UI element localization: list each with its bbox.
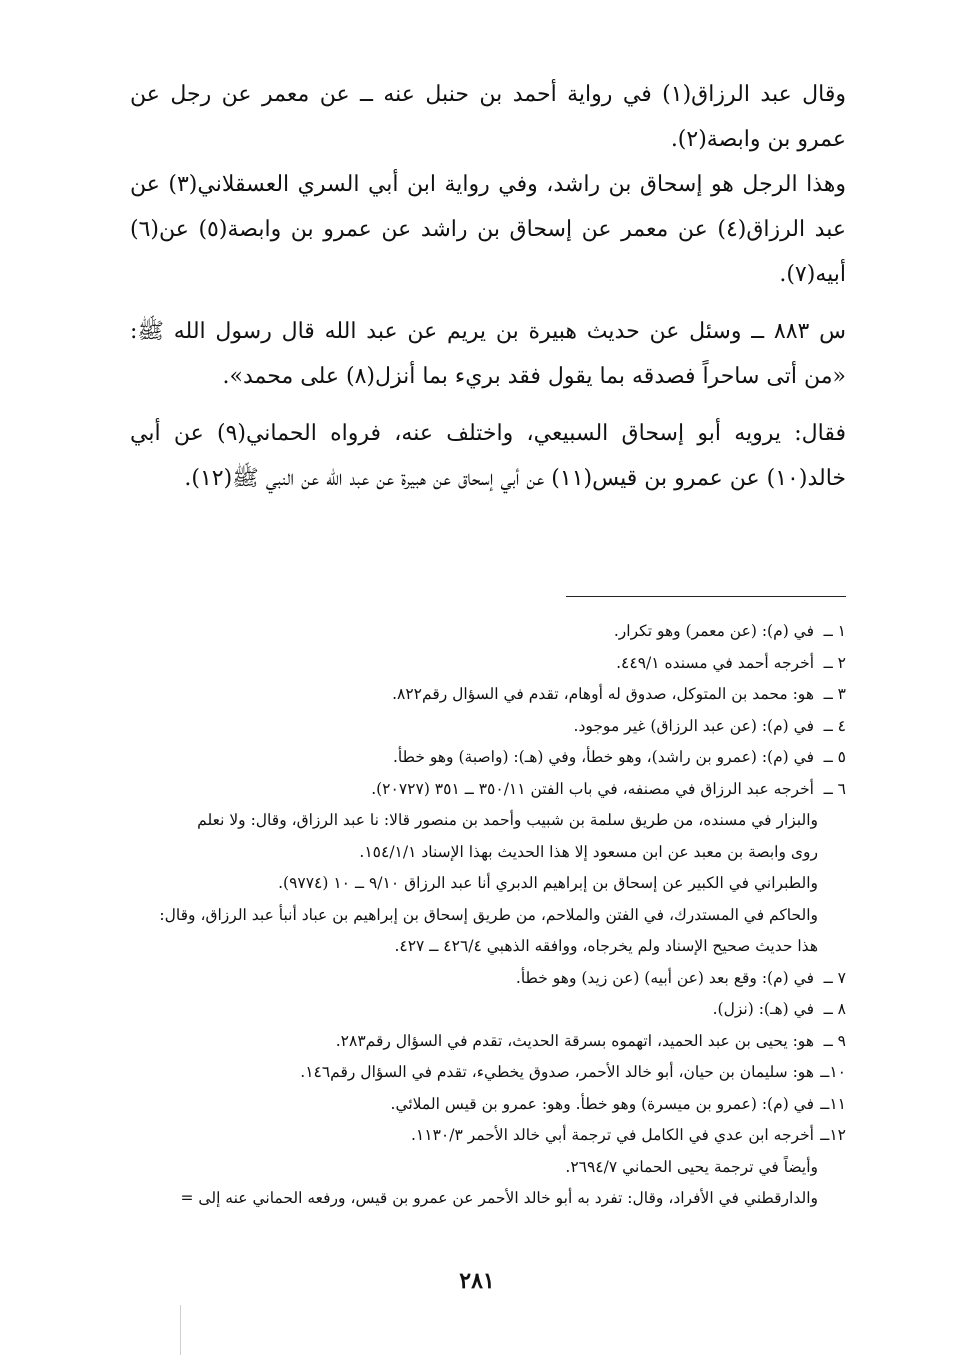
footnote-text: في (م): (عمرو بن ميسرة) وهو خطأ. وهو: عمرو بن قيس الملائي.: [390, 1094, 814, 1113]
scan-edge-line: [180, 1305, 181, 1355]
footnote-number: ٣ ــ: [823, 685, 846, 703]
footnote-number: ٦ ــ: [823, 779, 846, 798]
footnote-10: [106, 1057, 846, 1089]
footnote-number: ١١ــ: [820, 1094, 846, 1113]
footnote-11: [106, 1089, 846, 1121]
paragraph-answer: فقال: يرويه أبو إسحاق السبيعي، واختلف عنه، فرواه الحماني(٩) عن أبي خالد(١٠) عن عمرو بن قيس(١١) عن أبي إسحاق عن هبيرة عن عبد الله عن النبي ﷺ(١٢).: [130, 421, 847, 491]
footnote-number: ٧ ــ: [823, 968, 846, 987]
footnote-number: ١٢ــ: [820, 1126, 846, 1144]
footnote-6-continuation-line: روى وابصة بن معبد عن ابن مسعود إلا هذا الحديث بهذا الإسناد ١٥٤/١/١.: [359, 842, 818, 861]
footnote-12: [106, 1120, 846, 1152]
footnote-6-continuation-line: والحاكم في المستدرك، في الفتن والملاحم، من طريق إسحاق بن إبراهيم بن عباد أنبأ عبد الرزاق، وقال:: [159, 905, 818, 924]
footnote-text: أخرجه عبد الرزاق في مصنفه، في باب الفتن ٣٥٠/١١ ــ ٣٥١ (٢٠٧٢٧).: [371, 779, 814, 798]
footnote-1: [106, 616, 846, 648]
main-text: [130, 72, 846, 501]
footnote-number: ٩ ــ: [823, 1031, 846, 1050]
footnote-number: ١ ــ: [823, 622, 846, 640]
footnote-text: في (م): (عن عبد الرزاق) غير موجود.: [573, 716, 814, 735]
footnote-text: في (هـ): (نزل).: [712, 1000, 814, 1018]
footnote-number: ١٠ــ: [820, 1063, 846, 1081]
footnote-5: [106, 742, 846, 774]
footnote-number: ٨ ــ: [823, 1000, 846, 1018]
footnotes: [106, 616, 846, 1215]
footnote-text: في (م): (عمرو بن راشد)، وهو خطأ، وفي (هـ): (واصبة) وهو خطأ.: [393, 748, 814, 766]
footnote-6-continuation-line: هذا حديث صحيح الإسناد ولم يخرجاه، ووافقه الذهبي ٤٢٦/٤ ــ ٤٢٧.: [394, 937, 818, 955]
page-number: ٢٨١: [459, 1268, 495, 1294]
footnote-text: هو: يحيى بن عبد الحميد، اتهموه بسرقة الحديث، تقدم في السؤال رقم٢٨٣.: [335, 1031, 814, 1050]
footnote-7: [106, 963, 846, 995]
footnote-6: [106, 774, 846, 806]
footnote-number: ٢ ــ: [823, 653, 846, 672]
footnote-text: في (م): وقع بعد (عن أبيه) (عن زيد) وهو خطأ.: [515, 968, 814, 987]
footnote-text: هو: سليمان بن حيان، أبو خالد الأحمر، صدوق يخطيء، تقدم في السؤال رقم١٤٦.: [300, 1063, 814, 1081]
footnote-12-continuation-line: وأيضاً في ترجمة يحيى الحماني ٢٦٩٤/٧.: [565, 1157, 818, 1176]
paragraph-2: وهذا الرجل هو إسحاق بن راشد، وفي رواية ابن أبي السري العسقلاني(٣) عن عبد الرزاق(٤) عن معمر عن إسحاق بن راشد عن عمرو بن وابصة(٥) عن(٦) أبيه(٧).: [130, 172, 847, 287]
footnote-4: [106, 711, 846, 743]
footnote-number: ٥ ــ: [823, 748, 846, 766]
paragraph-1: وقال عبد الرزاق(١) في رواية أحمد بن حنبل عنه ــ عن معمر عن رجل عن عمرو بن وابصة(٢).: [130, 82, 846, 152]
footnote-12-continuation-line: والدارقطني في الأفراد، وقال: تفرد به أبو خالد الأحمر عن عمرو بن قيس، ورفعه الحماني عنه إلى =: [180, 1189, 818, 1207]
footnote-2: [106, 648, 846, 680]
footnote-number: ٤ ــ: [823, 716, 846, 735]
footnote-3: [106, 679, 846, 711]
footnote-6-continuation-line: والطبراني في الكبير عن إسحاق بن إبراهيم الدبري أنا عبد الرزاق ٩/١٠ ــ ١٠ (٩٧٧٤).: [278, 874, 818, 892]
footnote-text: أخرجه ابن عدي في الكامل في ترجمة أبي خالد الأحمر ١١٣٠/٣.: [410, 1126, 814, 1144]
footnote-8: [106, 994, 846, 1026]
footnote-text: في (م): (عن معمر) وهو تكرار.: [613, 622, 814, 640]
footnote-text: هو: محمد بن المتوكل، صدوق له أوهام، تقدم في السؤال رقم٨٢٢.: [392, 685, 814, 703]
footnote-6-continuation-line: والبزار في مسنده، من طريق سلمة بن شبيب وأحمد بن منصور قالا: نا عبد الرزاق، وقال: ولا نعلم: [197, 811, 818, 829]
footnote-text: أخرجه أحمد في مسنده ٤٤٩/١.: [616, 653, 814, 672]
paragraph-question-883: س ٨٨٣ ــ وسئل عن حديث هبيرة بن يريم عن عبد الله قال رسول الله ﷺ: «من أتى ساحراً فصدقه بما يقول فقد بريء بما أنزل(٨) على محمد».: [130, 319, 846, 389]
footnote-9: [106, 1026, 846, 1058]
footnote-divider: [566, 596, 846, 597]
